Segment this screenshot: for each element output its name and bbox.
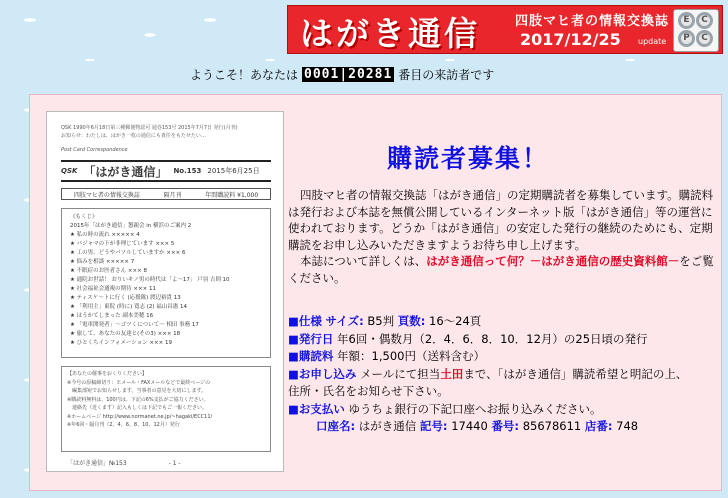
- spec-pay-label: ■お支払い: [288, 401, 345, 416]
- toc-item: ★ ひとくちインフォメーション ××× 19: [70, 340, 173, 346]
- spec-fee-label: ■購読料: [288, 349, 334, 363]
- toc-item: ★ 通院お世話！ おりいキノ男の時代は「よ〜17」 戸羽 吉則 10: [70, 277, 230, 283]
- cover-masthead: [61, 160, 271, 182]
- visitor-counter: [302, 67, 394, 82]
- newsletter-cover-image: [46, 111, 284, 472]
- toc-item: ★ ティスケ〜トに行く (応援隊) 渡辺裕貴 13: [70, 295, 181, 301]
- spec-size-value: B5判: [367, 314, 395, 328]
- cover-info-bar: [61, 188, 271, 200]
- spec-apply-line2: 住所・氏名をお知らせ下さい。: [288, 384, 449, 398]
- acct-shop-value: 748: [616, 419, 639, 433]
- box-line: ※今号の原稿締切り：Ｅメール・FAXメールなどで最終ページの: [67, 379, 211, 386]
- cover-note-1: QSK 1990年6月18日第三種郵便物認可 通巻153号 2015年7月7日 発行(月刊): [61, 125, 238, 131]
- box-line: 連絡先（近くます）記入もしくは下記でもご一報ください。: [67, 405, 208, 411]
- spec-size: [288, 313, 716, 331]
- cover-page-number: - 1 -: [168, 460, 181, 467]
- cover-title: 「はがき通信」: [83, 164, 168, 179]
- acct-shop-key: 店番:: [584, 419, 613, 433]
- cover-foot-left: 「はがき通信」№153: [67, 460, 127, 467]
- cover-issue: No.153: [173, 167, 202, 175]
- main-panel: [29, 94, 722, 491]
- cover-bar-1: 四肢マヒ者の情報交換誌: [73, 191, 140, 199]
- site-banner: [287, 5, 723, 54]
- intro-text: [288, 187, 716, 286]
- spec-pages-key: 頁数:: [397, 314, 426, 328]
- spec-issue-value: 年6回・偶数月（2．4．6．8．10．12月）の25日頃の発行: [337, 331, 648, 346]
- acct-name-value: はがき通信: [358, 419, 417, 433]
- cover-issue-date: 2015年6月25日: [207, 167, 260, 175]
- toc-item: ★ はうかてしまった 副本美穂 16: [70, 313, 154, 319]
- toc-item: ★ 社会福祉会通複の期待 ××× 11: [70, 286, 157, 292]
- toc-item: ★ 「利用主」東院 (時に) 寛志 (2) 福山昌憲 14: [70, 304, 188, 310]
- site-subtitle: 四肢マヒ者の情報交換誌: [515, 14, 670, 29]
- box-line: ※購読料無料は、100円は、下記の6%支払がご協力ください。: [67, 396, 209, 403]
- counter-digits: 0001|20281: [304, 67, 393, 82]
- welcome-prefix: ようこそ！あなたは: [190, 68, 299, 82]
- update-label: update: [638, 37, 667, 46]
- toc-item: ★ 工の男、どうやパソルしていますか ××× 6: [70, 250, 186, 256]
- spec-issue: [288, 331, 716, 349]
- spec-apply-label: ■お申し込み: [288, 366, 357, 381]
- spec-fee-value: 年額：1,500円（送料含む）: [337, 349, 485, 363]
- acct-symbol-key: 記号:: [419, 419, 448, 433]
- toc-item: ★ 悩みを相談 ××××× 7: [70, 259, 135, 265]
- box-line: 【あなたの催事をおくりください】: [67, 371, 148, 377]
- cover-bar-2: 隔月刊: [163, 191, 182, 199]
- spec-pay-value: ゆうちょ銀行の下記口座へお振り込みください。: [348, 401, 602, 416]
- toc-item: ★ パジャマの下が非理じています ××× 5: [70, 241, 175, 247]
- details-suffix: をご覧ください。: [288, 254, 714, 285]
- details-paragraph: [288, 253, 716, 286]
- subscription-specs: [288, 313, 716, 436]
- toc-item: ★ 私の時の流れ ××××× 4: [70, 232, 140, 238]
- logo-ring-e: E: [678, 12, 695, 29]
- spec-fee: [288, 348, 716, 366]
- cover-footer: [67, 458, 181, 467]
- cover-toc: [61, 208, 271, 358]
- cover-note-2: お知らせ：わたしは、はがき一枚の通信にも責任をもたせたい…: [61, 133, 206, 139]
- cover-notice-box: [61, 366, 271, 452]
- toc-title: 《もくじ》: [70, 214, 98, 220]
- cover-qsk: QSK: [61, 167, 78, 175]
- spec-pages-value: 16～24頁: [429, 314, 482, 328]
- spec-apply-pre: メールにて担当: [360, 366, 441, 381]
- spec-apply: [288, 366, 716, 384]
- toc-item: 2015年「はがき通信」懇親会 in 横浜のご案内 2: [70, 223, 192, 229]
- box-line: ※ホームページ http://www.normanet.ne.jp/~hagaki/ECC11/: [67, 413, 213, 420]
- contact-tsuchida-link[interactable]: 土田: [440, 366, 464, 381]
- spec-payment: [288, 401, 716, 419]
- visitor-welcome: [190, 66, 590, 83]
- intro-paragraph: 四肢マヒ者の情報交換誌「はがき通信」の定期購読者を募集しています。購読料は発行および本誌を無償公開しているインターネット版「はがき通信」等の運営に使われております。どうか「はがき通信」の安定した発行の継続のためにも、定期購読をお申し込みいただきますようお待ち申し上げます。: [288, 188, 714, 252]
- spec-size-label: ■仕様: [288, 314, 322, 328]
- welcome-suffix: 番目の来訪者です: [398, 68, 495, 82]
- box-line: 編集部宛でお知らせします。当事者の意見を大切にします。: [67, 388, 207, 394]
- page-headline: 購読者募集！: [387, 144, 550, 173]
- logo-ring-c2: C: [696, 30, 713, 47]
- logo-ring-p: P: [678, 30, 695, 47]
- acct-symbol-value: 17440: [451, 419, 488, 433]
- acct-name-key: 口座名:: [316, 419, 356, 433]
- history-link[interactable]: はがき通信って何？－はがき通信の歴史資料館－: [426, 254, 680, 268]
- spec-size-key: サイズ:: [325, 314, 364, 328]
- toc-item: ★ 不眠症のお医者さん ××× 8: [70, 268, 148, 274]
- box-line: ※年6回・隔月刊（2、4、6、8、10、12月）発行: [67, 422, 180, 428]
- ecpc-logo[interactable]: [673, 9, 719, 52]
- cover-pcc: Post Card Correspondence: [61, 147, 128, 153]
- spec-apply-post: まで、「はがき通信」購読希望と明記の上、: [463, 366, 688, 381]
- acct-number-value: 85678611: [522, 419, 582, 433]
- toc-item: ★ 旅して、あなたの友達と(その3) ××× 18: [70, 331, 181, 337]
- acct-number-key: 番号:: [491, 419, 520, 433]
- cover-bar-3: 年間購読料 ¥1,000: [205, 191, 259, 199]
- site-title: はがき通信: [300, 14, 480, 53]
- toc-item: ★ 「電車開発者」〜ゴツくについて〜 相田 事務 17: [70, 322, 199, 328]
- logo-ring-c1: C: [696, 12, 713, 29]
- bank-account: [288, 418, 716, 436]
- update-date: 2017/12/25: [520, 30, 621, 49]
- spec-issue-label: ■発行日: [288, 331, 334, 346]
- details-prefix: 本誌について詳しくは、: [300, 254, 427, 268]
